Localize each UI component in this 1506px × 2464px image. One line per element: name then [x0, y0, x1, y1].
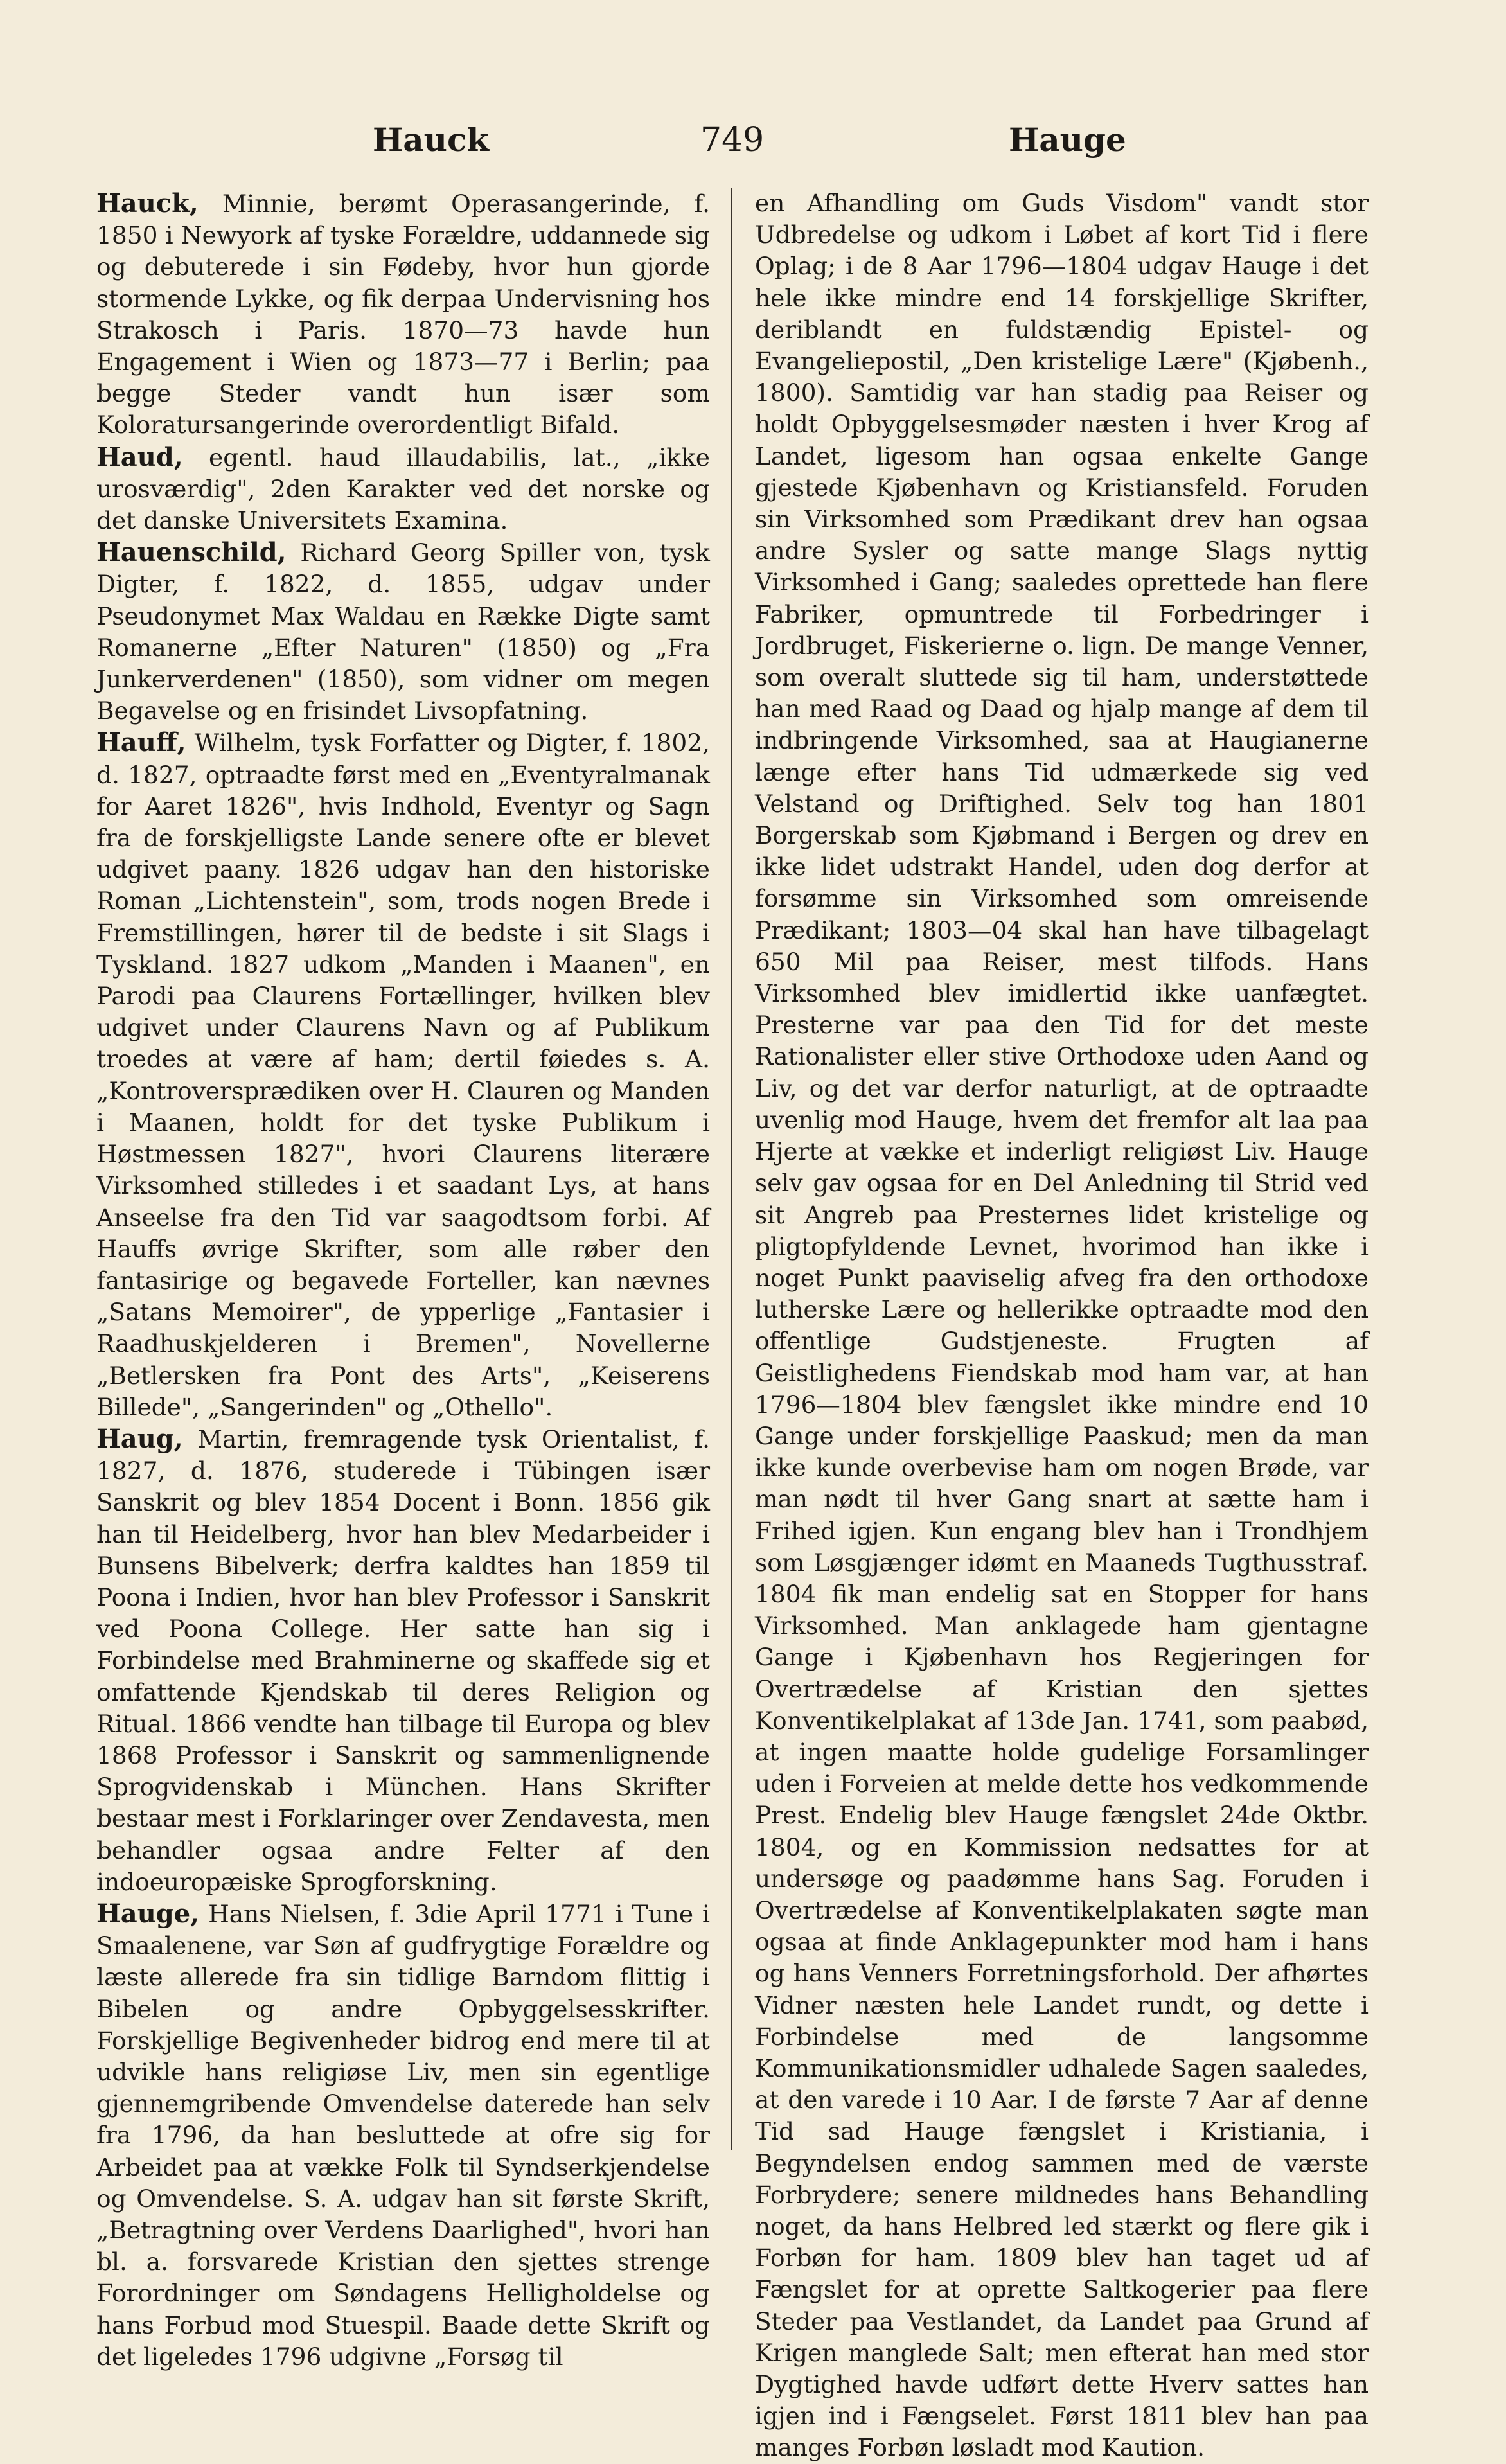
right-column: [755, 188, 1369, 2464]
entry-text: Richard Georg Spiller von, tysk Digter, f. 1822, d. 1855, udgav under Pseudonymet Max Waldau en Række Digte samt Romanerne „Efter Naturen" (1850) og „Fra Junkerverdenen" (1850), som vidner om megen Begavelse og en frisindet Livsopfatning.: [96, 538, 710, 725]
entry-text: Minnie, berømt Operasangerinde, f. 1850 i Newyork af tyske Forældre, uddannede sig og debuterede i sin Fødeby, hvor hun gjorde stormende Lykke, og fik derpaa Undervisning hos Strakosch i Paris. 1870—73 havde hun Engagement i Wien og 1873—77 i Berlin; paa begge Steder vandt hun især som Koloratursangerinde overordentligt Bifald.: [96, 190, 710, 439]
entry-haug: [96, 1423, 710, 1898]
headword: Haud,: [96, 441, 183, 472]
entry-hauge-continued: en Afhandling om Guds Visdom" vandt stor Udbredelse og udkom i Løbet af kort Tid i flere Oplag; i de 8 Aar 1796—1804 udgav Hauge i det hele ikke mindre end 14 forskjellige Skrifter, deriblandt en fuldstændig Epistel- og Evangeliepostil, „Den kristelige Lære" (Kjøbenh., 1800). Samtidig var han stadig paa Reiser og holdt Opbyggelsesmøder næsten i hver Krog af Landet, ligesom han ogsaa enkelte Gange gjestede Kjøbenhavn og Kristiansfeld. Foruden sin Virksomhed som Prædikant drev han ogsaa andre Sysler og satte mange Slags nyttig Virksomhed i Gang; saaledes oprettede han flere Fabriker, opmuntrede til Forbedringer i Jordbruget, Fiskerierne o. lign. De mange Venner, som overalt sluttede sig til ham, understøttede han med Raad og Daad og hjalp mange af dem til indbringende Virksomhed, saa at Haugianerne længe efter hans Tid udmærkede sig ved Velstand og Driftighed. Selv tog han 1801 Borgerskab som Kjøbmand i Bergen og drev en ikke lidet udstrakt Handel, uden dog derfor at forsømme sin Virksomhed som omreisende Prædikant; 1803—04 skal han have tilbagelagt 650 Mil paa Reiser, mest tilfods. Hans Virksomhed blev imidlertid ikke uanfægtet. Presterne var paa den Tid for det meste Rationalister eller stive Orthodoxe uden Aand og Liv, og det var derfor naturligt, at de optraadte uvenlig mod Hauge, hvem det fremfor alt laa paa Hjerte at vække et inderligt religiøst Liv. Hauge selv gav ogsaa for en Del Anledning til Strid ved sit Angreb paa Presternes lidet kristelige og pligtopfyldende Levnet, hvorimod han ikke i noget Punkt paaviselig afveg fra den orthodoxe lutherske Lære og hellerikke optraadte mod den offentlige Gudstjeneste. Frugten af Geistlighedens Fiendskab mod ham var, at han 1796—1804 blev fængslet ikke mindre end 10 Gange under forskjellige Paaskud; men da man ikke kunde overbevise ham om nogen Brøde, var man nødt til hver Gang snart at sætte ham i Frihed igjen. Kun engang blev han i Trondhjem som Løsgjænger idømt en Maaneds Tugthusstraf. 1804 fik man endelig sat en Stopper for hans Virksomhed. Man anklagede ham gjentagne Gange i Kjøbenhavn hos Regjeringen for Overtrædelse af Kristian den sjettes Konventikelplakat af 13de Jan. 1741, som paabød, at ingen maatte holde gudelige Forsamlinger uden i Forveien at melde dette hos vedkommende Prest. Endelig blev Hauge fængslet 24de Oktbr. 1804, og en Kommission nedsattes for at undersøge og paadømme hans Sag. Foruden i Overtrædelse af Konventikelplakaten søgte man ogsaa at finde Anklagepunkter mod ham i hans og hans Venners Forretningsforhold. Der afhørtes Vidner næsten hele Landet rundt, og dette i Forbindelse med de langsomme Kommunikationsmidler udhalede Sagen saaledes, at den varede i 10 Aar. I de første 7 Aar af denne Tid sad Hauge fængslet i Kristiania, i Begyndelsen endog sammen med de værste Forbrydere; senere mildnedes hans Behandling noget, da hans Helbred led stærkt og flere gik i Forbøn for ham. 1809 blev han taget ud af Fængslet for at oprette Saltkogerier paa flere Steder paa Vestlandet, da Landet paa Grund af Krigen manglede Salt; men efterat han med stor Dygtighed havde udført dette Hverv sattes han igjen ind i Fængselet. Først 1811 blev han paa manges Forbøn løsladt mod Kaution.: [755, 189, 1369, 2462]
entry-text: egentl. haud illaudabilis, lat., „ikke urosværdig", 2den Karakter ved det norske og det danske Universitets Examina.: [96, 443, 710, 535]
headword: Hauenschild,: [96, 537, 287, 568]
column-divider: [731, 188, 732, 2150]
entry-hauck: [96, 188, 710, 441]
entry-hauff: [96, 727, 710, 1423]
running-head-right: Hauge: [1009, 121, 1126, 159]
entry-text: Hans Nielsen, f. 3die April 1771 i Tune i Smaalenene, var Søn af gudfrygtige Forældre og læste allerede fra sin tidlige Barndom flittig i Bibelen og andre Opbyggelsesskrifter. Forskjellige Begivenheder bidrog end mere til at udvikle hans religiøse Liv, men sin egentlige gjennemgribende Omvendelse daterede han selv fra 1796, da han besluttede at ofre sig for Arbeidet paa at vække Folk til Syndserkjendelse og Omvendelse. S. A. udgav han sit første Skrift, „Betragtning over Verdens Daarlighed", hvori han bl. a. forsvarede Kristian den sjettes strenge Forordninger om Søndagens Helligholdelse og hans Forbud mod Stuespil. Baade dette Skrift og det ligeledes 1796 udgivne „Forsøg til: [96, 1899, 710, 2371]
entry-text: Martin, fremragende tysk Orientalist, f. 1827, d. 1876, studerede i Tübingen især Sanskrit og blev 1854 Docent i Bonn. 1856 gik han til Heidelberg, hvor han blev Medarbeider i Bunsens Bibelverk; derfra kaldtes han 1859 til Poona i Indien, hvor han blev Professor i Sanskrit ved Poona College. Her satte han sig i Forbindelse med Brahminerne og skaffede sig et omfattende Kjendskab til deres Religion og Ritual. 1866 vendte han tilbage til Europa og blev 1868 Professor i Sanskrit og sammenlignende Sprogvidenskab i München. Hans Skrifter bestaar mest i Forklaringer over Zendavesta, men behandler ogsaa andre Felter af den indoeuropæiske Sprogforskning.: [96, 1424, 710, 1896]
running-head-left: Hauck: [373, 121, 490, 159]
left-column: [96, 188, 710, 2373]
page-number: 749: [700, 121, 765, 159]
entry-text: Wilhelm, tysk Forfatter og Digter, f. 1802, d. 1827, optraadte først med en „Eventyralmanak for Aaret 1826", hvis Indhold, Eventyr og Sagn fra de forskjelligste Lande senere ofte er blevet udgivet paany. 1826 udgav han den historiske Roman „Lichtenstein", som, trods nogen Brede i Fremstillingen, hører til de bedste i sit Slags i Tyskland. 1827 udkom „Manden i Maanen", en Parodi paa Claurens Fortællinger, hvilken blev udgivet under Claurens Navn og af Publikum troedes at være af ham; dertil føiedes s. A. „Kontroversprædiken over H. Clauren og Manden i Maanen, holdt for det tyske Publikum i Høstmessen 1827", hvori Claurens literære Virksomhed stilledes i et saadant Lys, at hans Anseelse fra den Tid var saagodtsom forbi. Af Hauffs øvrige Skrifter, som alle røber den fantasirige og begavede Forteller, kan nævnes „Satans Memoirer", de ypperlige „Fantasier i Raadhuskjelderen i Bremen", Novellerne „Betlersken fra Pont des Arts", „Keiserens Billede", „Sangerinden" og „Othello".: [96, 729, 710, 1421]
headword: Hauge,: [96, 1898, 200, 1929]
headword: Haug,: [96, 1423, 183, 1454]
headword: Hauff,: [96, 727, 186, 758]
entry-haud: [96, 441, 710, 537]
entry-hauenschild: [96, 536, 710, 727]
entry-hauge: [96, 1898, 710, 2373]
headword: Hauck,: [96, 188, 199, 218]
